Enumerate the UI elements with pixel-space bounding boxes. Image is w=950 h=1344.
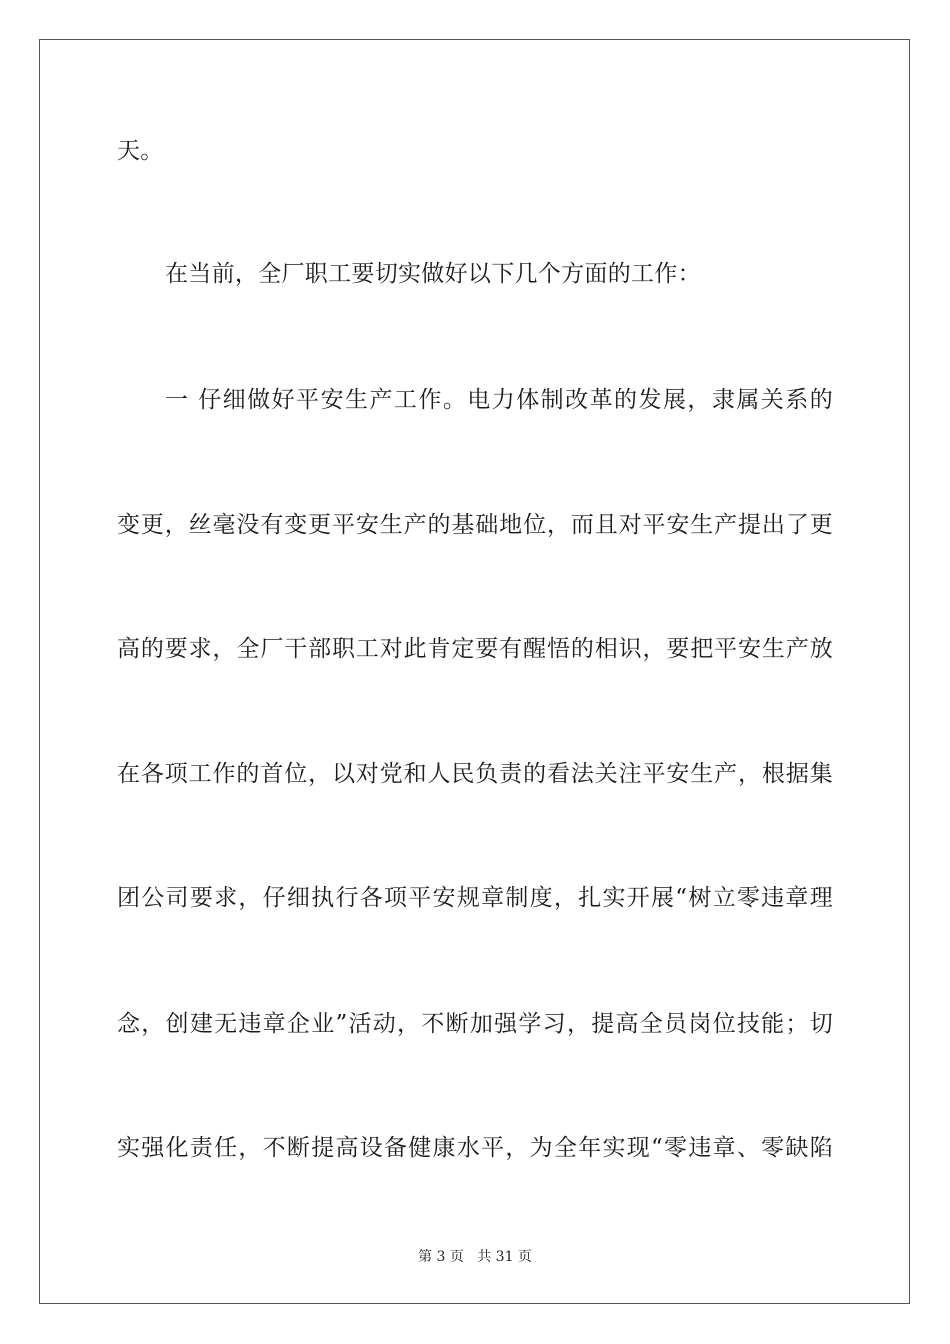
text-line-9: 实强化责任，不断提高设备健康水平，为全年实现“零违章、零缺陷 xyxy=(117,1135,833,1161)
text-line-4: 变更，丝毫没有变更平安生产的基础地位，而且对平安生产提出了更 xyxy=(117,512,833,538)
page-number-footer: 第 3 页 共 31 页 xyxy=(418,1249,532,1265)
text-line-2: 在当前，全厂职工要切实做好以下几个方面的工作： xyxy=(165,261,701,287)
text-line-8: 念，创建无违章企业”活动，不断加强学习，提高全员岗位技能；切 xyxy=(117,1011,833,1037)
text-line-7: 团公司要求，仔细执行各项平安规章制度，扎实开展“树立零违章理 xyxy=(117,885,833,911)
text-line-3: 一 仔细做好平安生产工作。电力体制改革的发展，隶属关系的 xyxy=(165,387,833,413)
page-border xyxy=(39,39,910,1304)
text-line-5: 高的要求，全厂干部职工对此肯定要有醒悟的相识，要把平安生产放 xyxy=(117,636,833,662)
text-line-1: 天。 xyxy=(117,138,164,164)
text-line-6: 在各项工作的首位，以对党和人民负责的看法关注平安生产，根据集 xyxy=(117,761,833,787)
